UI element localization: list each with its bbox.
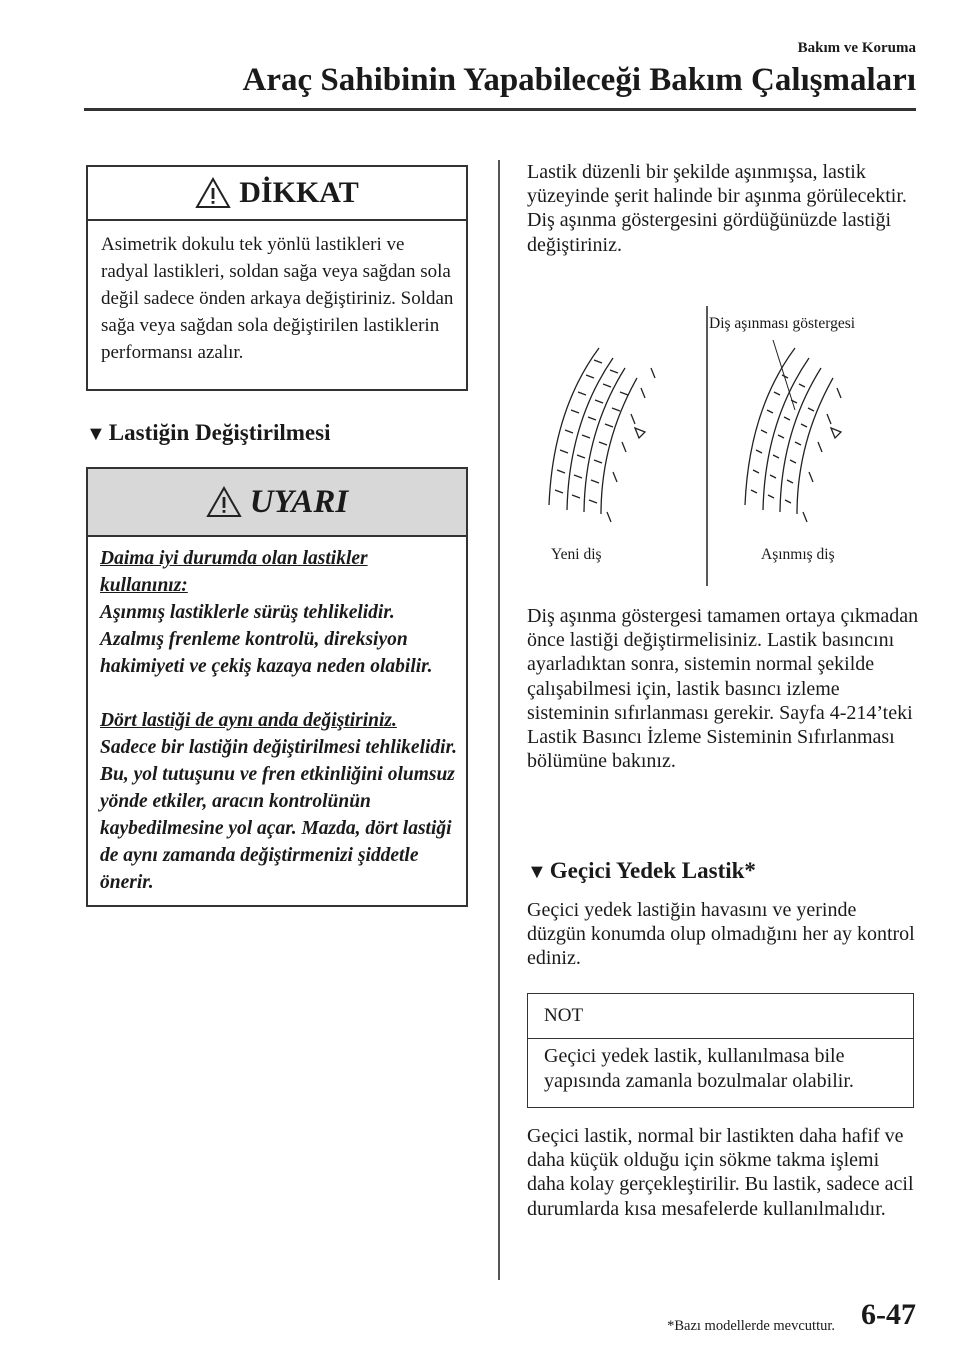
warning-para2-heading: Dört lastiği de aynı anda değiştiriniz.: [100, 710, 397, 731]
page-title: Araç Sahibinin Yapabileceği Bakım Çalışmaları: [242, 62, 916, 98]
worn-tread-label: Aşınmış diş: [761, 546, 835, 563]
warning-triangle-icon: [206, 486, 242, 518]
caution-box: [86, 165, 468, 391]
new-tread-drawing: [549, 348, 655, 522]
paragraph-replace-before: Diş aşınma göstergesi tamamen ortaya çıkmadan önce lastiği değiştirmelisiniz. Lastik basıncını ayarladıktan sonra, sistemin normal şekilde çalışabilmesi için, lastik basıncı izleme sisteminin sıfırlanması gerekir. Sayfa 4-214’teki Lastik Basıncı İzleme Sisteminin Sıfırlanması bölümüne bakınız.: [527, 605, 919, 773]
new-tread-label: Yeni diş: [551, 546, 602, 563]
page-number: 6-47: [861, 1298, 916, 1331]
warning-title: UYARI: [249, 483, 349, 520]
caution-title: DİKKAT: [239, 176, 359, 209]
section-title: Lastiğin Değiştirilmesi: [108, 420, 331, 445]
warning-triangle-icon: [195, 177, 231, 209]
note-header: NOT: [528, 994, 913, 1039]
paragraph-spare-usage: Geçici lastik, normal bir lastikten daha hafif ve daha küçük olduğu için sökme takma işlemi daha kolay gerçekleştirilir. Bu lastik, sadece acil durumlarda kısa mesafelerde kullanılmalıdır.: [527, 1125, 914, 1220]
header-rule: [84, 108, 916, 111]
warning-body: [88, 537, 466, 896]
column-divider: [498, 160, 500, 1280]
caution-header: [88, 167, 466, 221]
footnote: *Bazı modellerde mevcuttur.: [667, 1318, 835, 1334]
section-heading-temporary-spare: [527, 858, 756, 884]
tread-wear-figure: [527, 300, 917, 590]
triangle-marker-icon: ▼: [86, 423, 106, 445]
warning-para1-text: Aşınmış lastiklerle sürüş tehlikelidir. Azalmış frenleme kontrolü, direksiyon hakimiyeti ve çekiş kazaya neden olabilir.: [100, 602, 433, 677]
triangle-marker-icon: ▼: [527, 861, 547, 883]
header-section-label: Bakım ve Koruma: [797, 40, 916, 56]
paragraph-wear-intro: Lastik düzenli bir şekilde aşınmışsa, lastik yüzeyinde şerit halinde bir aşınma görülecektir. Diş aşınma göstergesini gördüğünüzde lastiği değiştiriniz.: [527, 161, 907, 256]
note-box: [527, 993, 914, 1108]
warning-box: [86, 467, 468, 907]
worn-tread-drawing: [745, 340, 841, 522]
caution-body: Asimetrik dokulu tek yönlü lastikleri ve radyal lastikleri, soldan sağa veya sağdan sola değil sadece önden arkaya değiştiriniz. Soldan sağa veya sağdan sola değiştirilen lastiklerin performansı azalır.: [101, 234, 454, 363]
warning-para2-text: Sadece bir lastiğin değiştirilmesi tehlikelidir. Bu, yol tutuşunu ve fren etkinliğini olumsuz yönde etkiler, aracın kontrolünün kaybedilmesine yol açar. Mazda, dört lastiği de aynı zamanda değiştirmenizi şiddetle önerir.: [100, 737, 457, 893]
warning-header: [88, 469, 466, 537]
paragraph-spare-check: Geçici yedek lastiğin havasını ve yerinde düzgün konumda olup olmadığını her ay kontrol ediniz.: [527, 899, 915, 970]
note-body: Geçici yedek lastik, kullanılmasa bile yapısında zamanla bozulmalar olabilir.: [544, 1045, 854, 1092]
section-heading-tire-replacement: [86, 420, 330, 446]
wear-indicator-label: Diş aşınması göstergesi: [709, 315, 856, 332]
warning-para1-heading: Daima iyi durumda olan lastikler kullanınız:: [100, 548, 368, 596]
section-title: Geçici Yedek Lastik*: [549, 858, 756, 883]
